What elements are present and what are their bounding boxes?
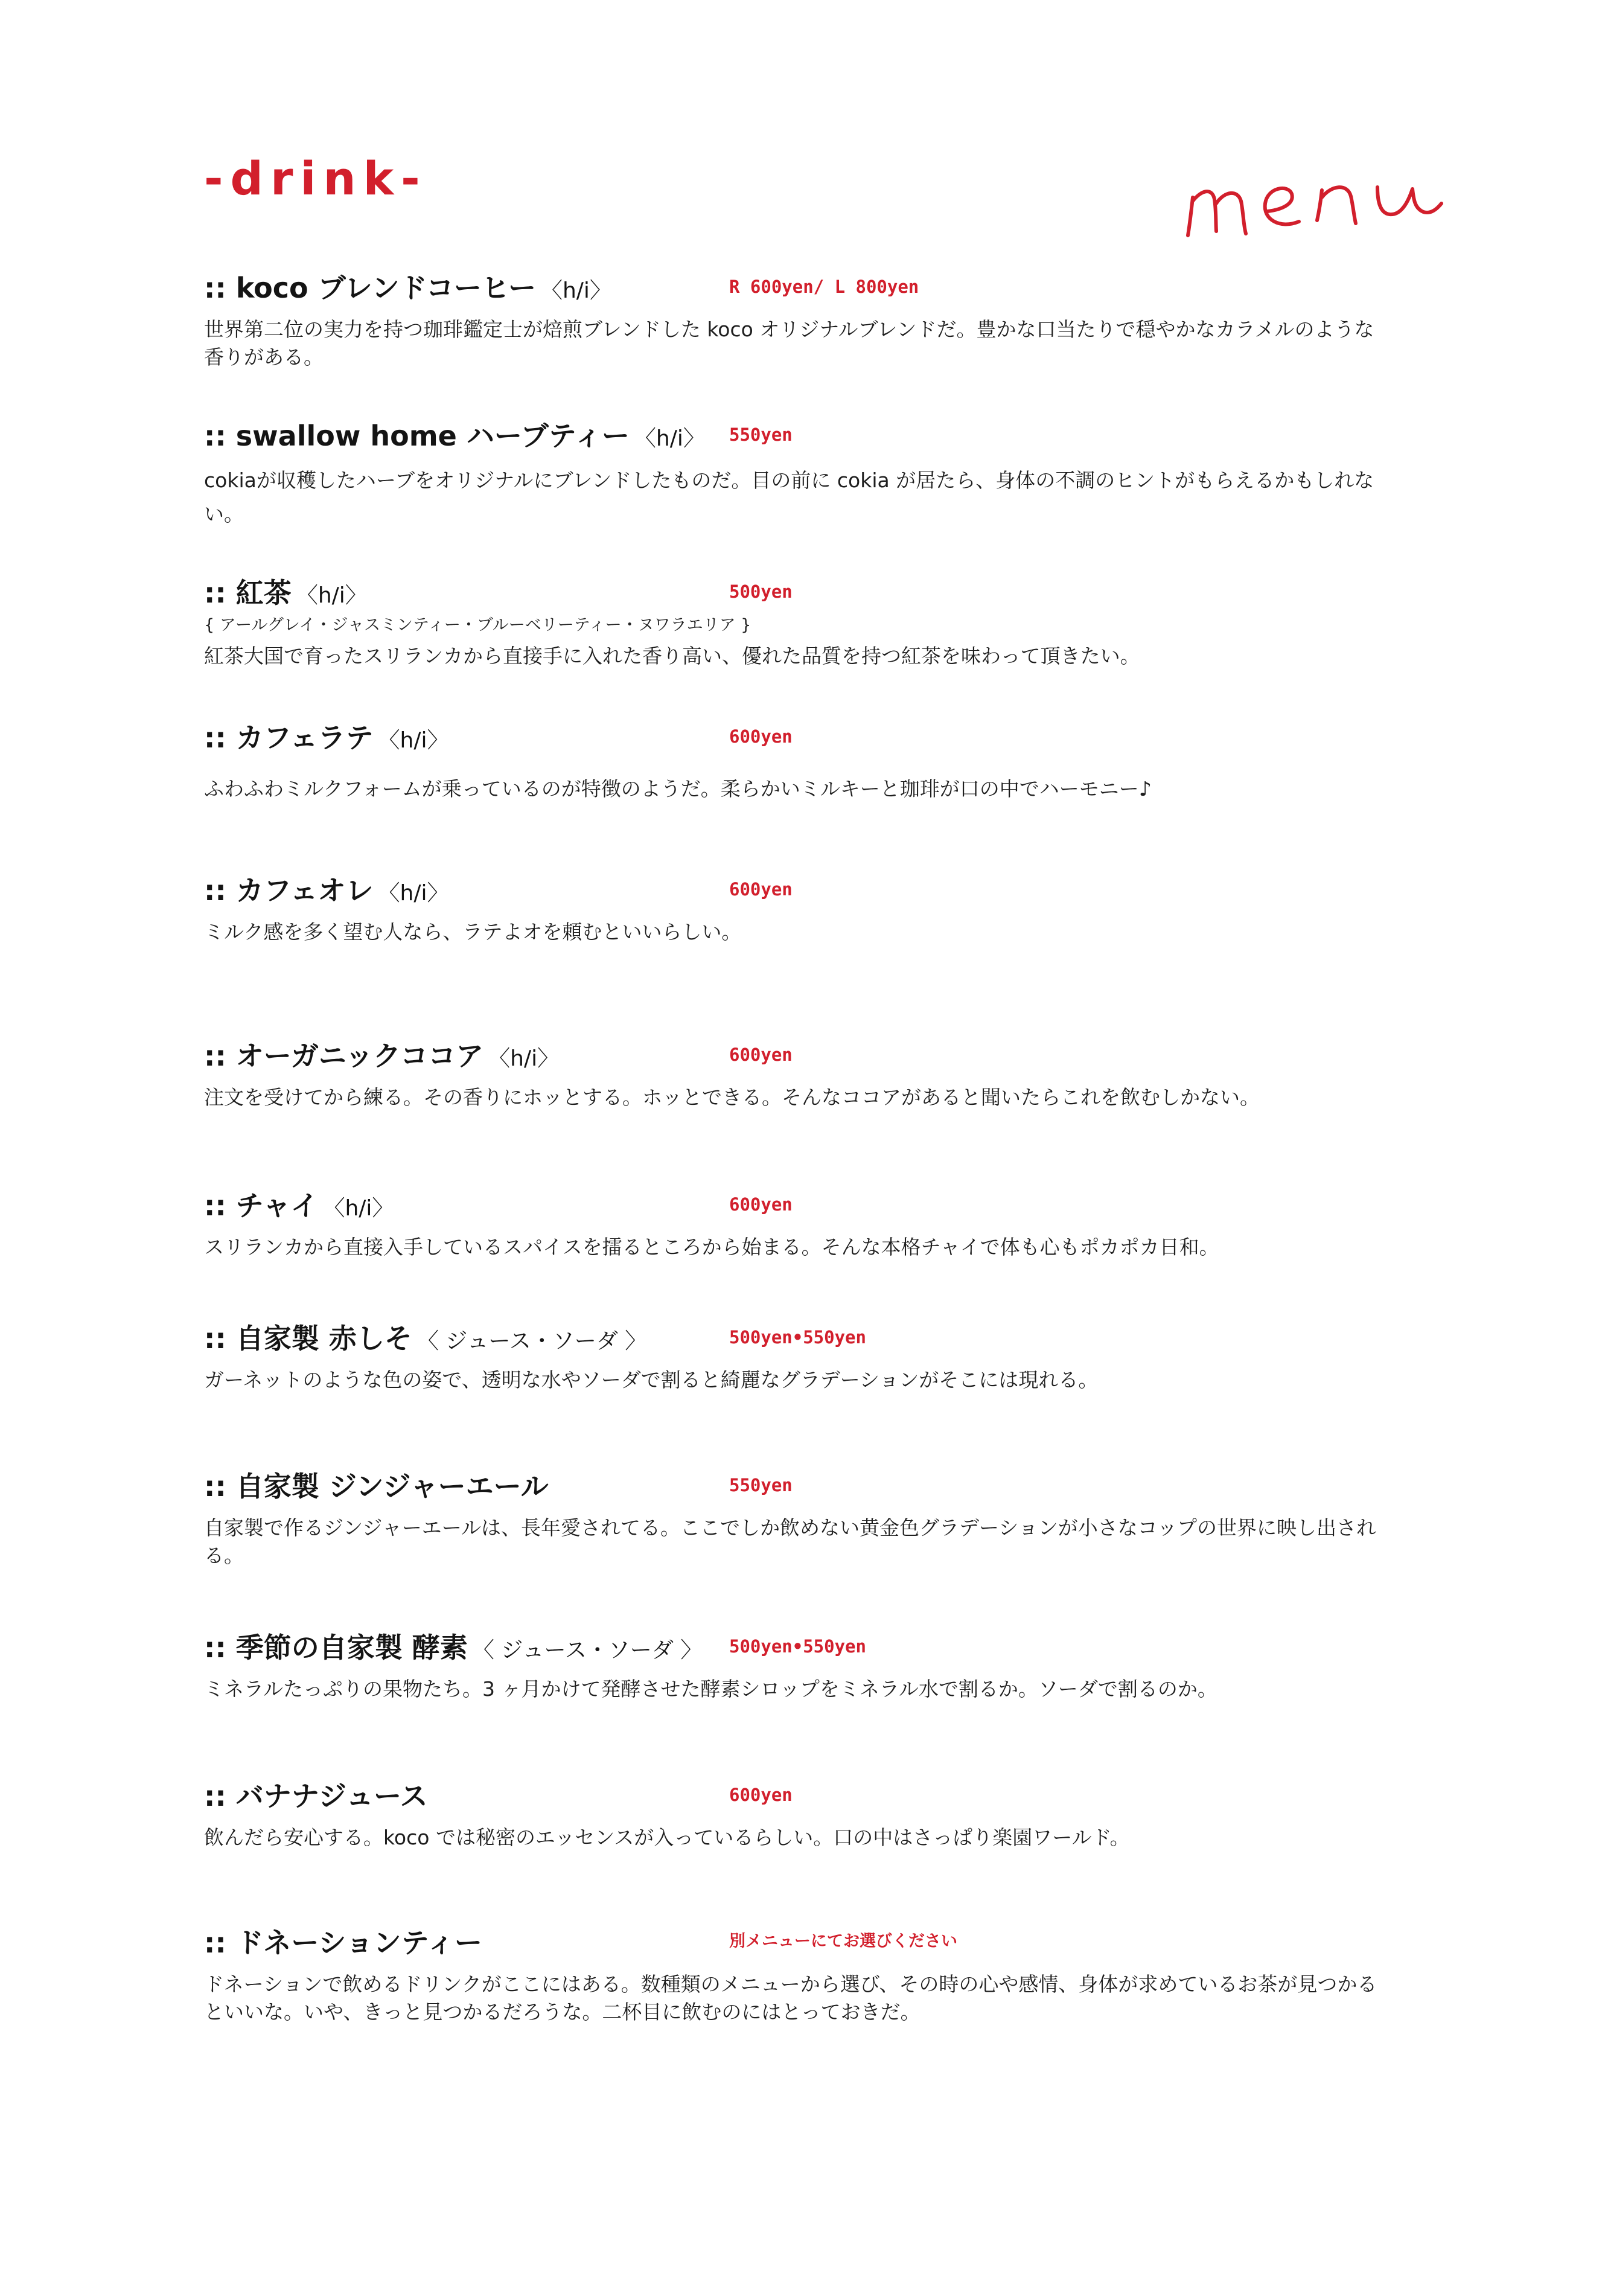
- item-price: 600yen: [729, 1194, 793, 1215]
- menu-item-donation-tea: [204, 1923, 1405, 2026]
- menu-item-seasonal-enzyme: [204, 1628, 1405, 1703]
- item-name: :: バナナジュース: [204, 1780, 428, 1812]
- menu-section-heading: -drink-: [204, 152, 427, 205]
- item-price: 500yen•550yen: [729, 1636, 866, 1657]
- item-price: 600yen: [729, 1044, 793, 1065]
- item-name: :: ドネーションティー: [204, 1927, 482, 1959]
- menu-item-ginger-ale: [204, 1467, 1405, 1570]
- item-description: 注文を受けてから練る。その香りにホッとする。ホッとできる。そんなココアがあると聞いたらこれを飲むしかない。: [204, 1086, 1260, 1109]
- menu-item-herb-tea: [204, 417, 1405, 531]
- item-name: :: swallow home ハーブティー 〈h/i〉: [204, 420, 705, 452]
- item-price: 500yen•550yen: [729, 1327, 866, 1348]
- item-price: R 600yen/ L 800yen: [729, 277, 919, 297]
- item-price: 550yen: [729, 1475, 793, 1495]
- menu-script-logo: [1183, 154, 1467, 257]
- item-tea-varieties: { アールグレイ・ジャスミンティー・ブルーベリーティー・ヌワラエリア }: [204, 616, 751, 635]
- item-description: 自家製で作るジンジャーエールは、長年愛されてる。ここでしか飲めない黄金色グラデーションが小さなコップの世界に映し出される。: [204, 1516, 1377, 1567]
- item-description: ドネーションで飲めるドリンクがここにはある。数種類のメニューから選び、その時の心や感情、身体が求めているお茶が見つかるといいな。いや、きっと見つかるだろうな。二杯目に飲むのにはとっておきだ。: [204, 1972, 1377, 2024]
- menu-item-cafe-latte: [204, 718, 1405, 803]
- item-name: :: カフェオレ 〈h/i〉: [204, 874, 449, 907]
- menu-item-chai: [204, 1186, 1405, 1261]
- item-price: 500yen: [729, 581, 793, 602]
- item-description: ガーネットのような色の姿で、透明な水やソーダで割ると綺麗なグラデーションがそこには現れる。: [204, 1368, 1099, 1392]
- menu-item-banana-juice: [204, 1777, 1405, 1852]
- item-name: :: カフェラテ 〈h/i〉: [204, 721, 449, 754]
- item-name: :: チャイ 〈h/i〉: [204, 1189, 394, 1222]
- item-price: 600yen: [729, 879, 793, 900]
- item-price: 別メニューにてお選びください: [729, 1932, 957, 1951]
- item-name: :: 季節の自家製 酵素 〈 ジュース・ソーダ 〉: [204, 1631, 703, 1664]
- item-description: 世界第二位の実力を持つ珈琲鑑定士が焙煎ブレンドした koco オリジナルブレンドだ。豊かな口当たりで穏やかなカラメルのような香りがある。: [204, 318, 1374, 369]
- menu-item-organic-cocoa: [204, 1037, 1405, 1111]
- item-price: 550yen: [729, 424, 793, 445]
- menu-item-black-tea: [204, 574, 1405, 670]
- item-description: ミネラルたっぷりの果物たち。3 ヶ月かけて発酵させた酵素シロップをミネラル水で割るか。ソーダで割るのか。: [204, 1677, 1217, 1701]
- menu-item-koco-blend-coffee: [204, 269, 1405, 371]
- menu-item-cafe-au-lait: [204, 871, 1405, 946]
- item-description: ふわふわミルクフォームが乗っているのが特徴のようだ。柔らかいミルキーと珈琲が口の中でハーモニー♪: [204, 777, 1152, 801]
- item-name: :: 自家製 ジンジャーエール: [204, 1470, 549, 1503]
- item-name: :: オーガニックココア 〈h/i〉: [204, 1040, 560, 1072]
- item-description: cokiaが収穫したハーブをオリジナルにブレンドしたものだ。目の前に cokia が居たら、身体の不調のヒントがもらえるかもしれない。: [204, 468, 1374, 526]
- item-name: :: koco ブレンドコーヒー 〈h/i〉: [204, 272, 611, 304]
- item-description: スリランカから直接入手しているスパイスを擂るところから始まる。そんな本格チャイで体も心もポカポカ日和。: [204, 1235, 1219, 1259]
- item-description: 紅茶大国で育ったスリランカから直接手に入れた香り高い、優れた品質を持つ紅茶を味わって頂きたい。: [204, 644, 1140, 668]
- item-price: 600yen: [729, 1785, 793, 1805]
- item-price: 600yen: [729, 726, 793, 747]
- item-name: :: 自家製 赤しそ 〈 ジュース・ソーダ 〉: [204, 1322, 647, 1355]
- item-description: 飲んだら安心する。koco では秘密のエッセンスが入っているらしい。口の中はさっぱり楽園ワールド。: [204, 1826, 1130, 1849]
- item-name: :: 紅茶 〈h/i〉: [204, 577, 367, 609]
- menu-item-red-shiso: [204, 1319, 1405, 1394]
- item-description: ミルク感を多く望む人なら、ラテよオを頼むといいらしい。: [204, 920, 742, 944]
